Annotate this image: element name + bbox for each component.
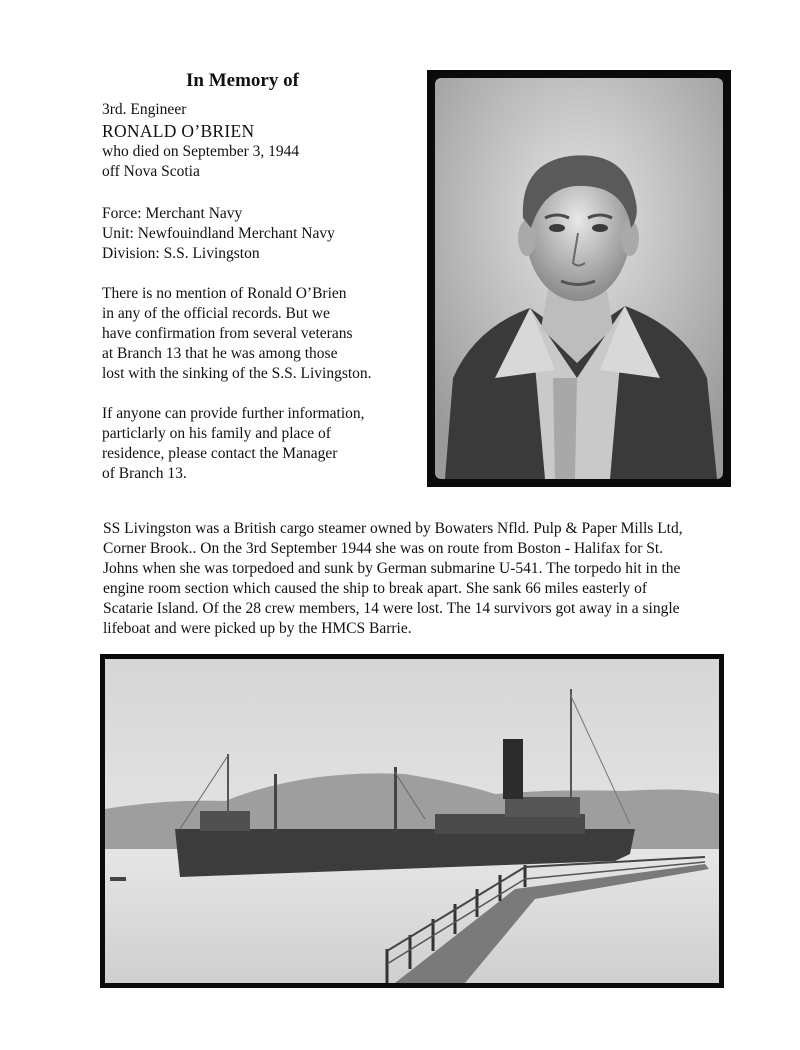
ship-photo-frame <box>100 654 724 988</box>
records-note <box>102 284 372 384</box>
records-note-line: lost with the sinking of the S.S. Livingston. <box>102 365 372 382</box>
request-line: particlarly on his family and place of <box>102 425 331 442</box>
ship-description-line: Johns when she was torpedoed and sunk by German submarine U-541. The torpedo hit in the <box>103 560 681 577</box>
rank-line: 3rd. Engineer <box>102 101 187 118</box>
portrait-photo <box>435 78 723 479</box>
service-unit: Unit: Newfouindland Merchant Navy <box>102 225 335 242</box>
records-note-line: at Branch 13 that he was among those <box>102 345 338 362</box>
death-place-line: off Nova Scotia <box>102 163 200 180</box>
deceased-name: RONALD O’BRIEN <box>102 121 255 141</box>
request-line: If anyone can provide further information, <box>102 405 365 422</box>
portrait-photo-frame <box>427 70 731 487</box>
memorial-heading: In Memory of <box>186 70 299 91</box>
service-force: Force: Merchant Navy <box>102 205 243 222</box>
ship-description-line: lifeboat and were picked up by the HMCS Barrie. <box>103 620 412 637</box>
records-note-line: There is no mention of Ronald O’Brien <box>102 285 347 302</box>
ship-description-line: engine room section which caused the ship to break apart. She sank 66 miles easterly of <box>103 580 648 597</box>
ship-description-line: Scatarie Island. Of the 28 crew members, 14 were lost. The 14 survivors got away in a single <box>103 600 680 617</box>
ship-description-line: Corner Brook.. On the 3rd September 1944 she was on route from Boston - Halifax for St. <box>103 540 664 557</box>
request-line: of Branch 13. <box>102 465 187 482</box>
ship-description <box>103 519 743 639</box>
ship-photo <box>105 659 719 983</box>
information-request <box>102 404 365 484</box>
memorial-header-block <box>102 100 299 182</box>
request-line: residence, please contact the Manager <box>102 445 338 462</box>
ship-description-line: SS Livingston was a British cargo steamer owned by Bowaters Nfld. Pulp & Paper Mills Ltd, <box>103 520 683 537</box>
records-note-line: have confirmation from several veterans <box>102 325 353 342</box>
death-date-line: who died on September 3, 1944 <box>102 143 300 160</box>
records-note-line: in any of the official records. But we <box>102 305 330 322</box>
service-details <box>102 204 335 264</box>
service-division: Division: S.S. Livingston <box>102 245 260 262</box>
